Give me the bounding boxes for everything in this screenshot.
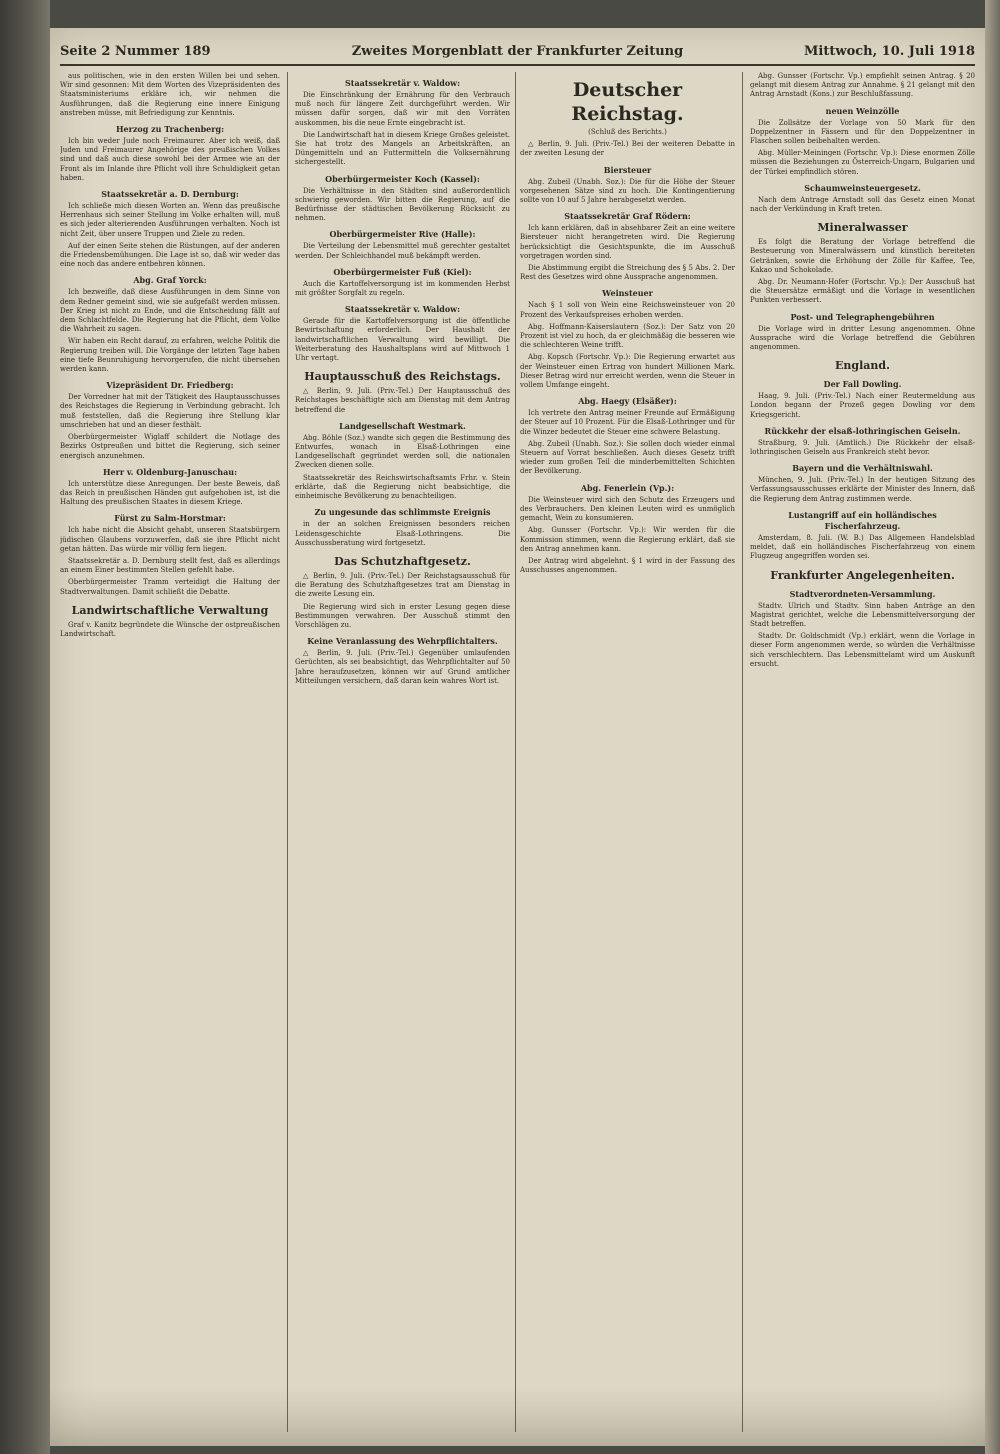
article-paragraph: Die Landwirtschaft hat in diesem Kriege Großes geleistet. Sie hat trotz des Mangels an Arbeitskräften, an Düngemitteln und an Futtermitteln die Volksernährung sichergestellt.	[295, 130, 510, 167]
main-headline: Deutscher Reichstag.	[571, 79, 684, 125]
article-paragraph: Ich habe nicht die Absicht gehabt, unseren Staatsbürgern jüdischen Glaubens vorzuwerfen, daß sie ihre Pflicht nicht getan hätten. Das würde mir völlig fern liegen.	[60, 526, 280, 553]
article-heading: Mineralwasser	[817, 221, 908, 235]
section-heading: Staatssekretär v. Waldow:	[344, 78, 461, 88]
article-paragraph: Oberbürgermeister Wiglaff schildert die Notlage des Bezirks Ostpreußen und bittet die Regierung, sich seiner energisch anzunehmen.	[60, 433, 280, 460]
article-paragraph: Abg. Böhle (Soz.) wandte sich gegen die Bestimmung des Entwurfes, wonach in Elsaß-Lothringen eine Landgesellschaft gegründet werden soll, die nationalen Zwecken dienen solle.	[295, 433, 510, 470]
article-heading: Hauptausschuß des Reichstags.	[304, 370, 501, 384]
article-paragraph: Abg. Kopsch (Fortschr. Vp.): Die Regierung erwartet aus der Weinsteuer einen Ertrag von hundert Millionen Mark. Dieser Betrag wird nur erreicht werden, wenn die Steuer in vollem Umfange eingeht.	[520, 353, 735, 390]
page-edge-left	[0, 0, 50, 1454]
section-heading: Der Fall Dowling.	[823, 379, 902, 390]
section-heading: Lustangriff auf ein holländisches Fischerfahrzeug.	[788, 509, 937, 531]
article-paragraph: △ Berlin, 9. Juli. (Priv.-Tel.) Der Hauptausschuß des Reichstages beschäftigte sich am Dienstag mit dem Antrag betreffend die	[295, 387, 510, 414]
column-1	[60, 72, 280, 1432]
article-paragraph: Die Regierung wird sich in erster Lesung gegen diese Bestimmungen verwahren. Der Ausschuß stimmt den Vorschlägen zu.	[295, 602, 510, 629]
page-number: Seite 2 Nummer 189	[60, 44, 211, 59]
article-paragraph: Graf v. Kanitz begründete die Wünsche der ostpreußischen Landwirtschaft.	[60, 620, 280, 638]
section-heading: Staatssekretär Graf Rödern:	[564, 211, 691, 222]
article-paragraph: Wir haben ein Recht darauf, zu erfahren, welche Politik die Regierung treiben will. Die Vorgänge der letzten Tage haben eine tiefe Beunruhigung hervorgerufen, die nicht übersehen werden kann.	[60, 337, 280, 374]
article-paragraph: △ Berlin, 9. Juli. (Priv.-Tel.) Gegenüber umlaufenden Gerüchten, als sei beabsichtigt, das Wehrpflichtalter auf 50 Jahre heraufzusetzen, können wir auf Grund amtlicher Mitteilungen versichern, daß daran kein wahres Wort ist.	[295, 649, 510, 685]
section-heading: Herr v. Oldenburg-Januschau:	[102, 466, 238, 477]
section-heading: Post- und Telegraphengebühren	[790, 311, 935, 322]
article-heading: Frankfurter Angelegenheiten.	[770, 568, 955, 582]
article-paragraph: Abg. Gunsser (Fortschr. Vp.): Wir werden für die Kommission stimmen, wenn die Regierung erklärt, daß sie den Antrag annehmen kann.	[520, 526, 735, 553]
article-paragraph: Stadtv. Dr. Goldschmidt (Vp.) erklärt, wenn die Vorlage in dieser Form angenommen werde, so würden die Verhältnisse sich verschlechtern. Das Lebensmittelamt wird um Auskunft ersucht.	[750, 632, 975, 668]
article-paragraph: in der an solchen Ereignissen besonders reichen Leidensgeschichte Elsaß-Lothringens. Die Ausschussberatung wird fortgesetzt.	[295, 520, 510, 547]
article-paragraph: Staatssekretär des Reichswirtschaftsamts Frhr. v. Stein erklärte, daß die Regierung nicht beabsichtige, die einheimische Bevölkerung zu benachteiligen.	[295, 473, 510, 501]
article-heading: Das Schutzhaftgesetz.	[334, 554, 471, 568]
article-paragraph: Der Vorredner hat mit der Tätigkeit des Hauptausschusses des Reichstages die Regierung in Verbindung gebracht. Ich muß feststellen, daß die Regierung ihre Stellung klar umschrieben hat und an dieser festhält.	[60, 393, 280, 429]
section-heading: Staatssekretär a. D. Dernburg:	[101, 189, 239, 200]
article-paragraph: Die Weinsteuer wird sich den Schutz des Erzeugers und des Verbrauchers. Den kleinen Leuten wird es unmöglich gemacht, Wein zu konsumieren.	[520, 495, 735, 523]
page-shading	[50, 1386, 985, 1446]
section-heading: Weinsteuer	[602, 288, 653, 299]
section-heading: Rückkehr der elsaß-lothringischen Geiseln.	[764, 425, 961, 436]
section-heading: Vizepräsident Dr. Friedberg:	[106, 380, 234, 391]
section-heading: Oberbürgermeister Rive (Halle):	[329, 229, 476, 240]
article-paragraph: Es folgt die Beratung der Vorlage betreffend die Besteuerung von Mineralwässern und künstlich bereiteten Getränken, sowie die Erhöhung der Zölle für Kaffee, Tee, Kakao und Schokolade.	[750, 238, 975, 274]
article-paragraph: Die Vorlage wird in dritter Lesung angenommen. Ohne Aussprache wird die Vorlage betreffend die Gebühren angenommen.	[750, 324, 975, 352]
article-paragraph: Ich vertrete den Antrag meiner Freunde auf Ermäßigung der Steuer auf 10 Prozent. Für die Elsaß-Lothringer und für die Winzer bedeutet die Steuer eine schwere Belastung.	[520, 409, 735, 436]
section-heading: Stadtverordneten-Versammlung.	[789, 588, 936, 599]
article-paragraph: Abg. Zubeil (Unabh. Soz.): Sie sollen doch wieder einmal Steuern auf Vorrat beschließen. Auch dieses Gesetz trifft wieder zum großen Teil die minderbemittelten Schichten der Bevölkerung.	[520, 439, 735, 476]
article-paragraph: Abg. Hoffmann-Kaiserslautern (Soz.): Der Satz von 20 Prozent ist viel zu hoch, da er gleichmäßig die besseren wie die schlechteren Weine trifft.	[520, 322, 735, 350]
section-heading: Schaumweinsteuergesetz.	[804, 182, 921, 193]
article-heading: Landwirtschaftliche Verwaltung	[71, 603, 269, 617]
article-paragraph: Abg. Müller-Meiningen (Fortschr. Vp.): Diese enormen Zölle müssen die Beziehungen zu Österreich-Ungarn, Bulgarien und der Türkei empfindlich stören.	[750, 149, 975, 176]
article-paragraph: △ Berlin, 9. Juli. (Priv.-Tel.) Bei der weiteren Debatte in der zweiten Lesung der	[520, 140, 735, 158]
column-rule	[515, 72, 516, 1432]
article-paragraph: Oberbürgermeister Tramm verteidigt die Haltung der Stadtverwaltungen. Damit schließt die Debatte.	[60, 578, 280, 596]
article-paragraph: Nach § 1 soll von Wein eine Reichsweinsteuer von 20 Prozent des Verkaufspreises erhoben werden.	[520, 301, 735, 319]
article-paragraph: Abg. Gunsser (Fortschr. Vp.) empfiehlt seinen Antrag. § 20 gelangt mit diesem Antrag zur Annahme. § 21 gelangt mit den Antrag Arnstadt (Kons.) zur Beschlußfassung.	[750, 72, 975, 99]
article-paragraph: Ich schließe mich diesen Worten an. Wenn das preußische Herrenhaus sich seiner Stellung im Volke erhalten will, muß es sich jeder alterierenden Ausführungen verhalten. Noch ist nicht Zeit, über unsere Truppen und Ziele zu reden.	[60, 202, 280, 238]
article-paragraph: Staatssekretär a. D. Dernburg stellt fest, daß es allerdings an einem Einer bestimmten Stellen gefehlt habe.	[60, 556, 280, 575]
section-heading: Herzog zu Trachenberg:	[115, 124, 225, 135]
article-paragraph: Ich kann erklären, daß in absehbarer Zeit an eine weitere Biersteuer nicht herangetreten wird. Die Regierung berücksichtigt die Gesichtspunkte, die im Ausschuß vorgetragen worden sind.	[520, 224, 735, 260]
section-heading: Oberbürgermeister Fuß (Kiel):	[333, 266, 472, 277]
section-heading: Keine Veranlassung des Wehrpflichtalters.	[307, 636, 498, 647]
article-paragraph: aus politischen, wie in den ersten Willen bei und sehen. Wir sind gesonnen: Mit dem Worten des Vizepräsidenten des Staatsministeriums erkläre ich, wir nehmen die Ausführungen, daß die Regierung eine innere Einigung anstreben müsse, mit Befriedigung zur Kenntnis.	[60, 72, 280, 117]
article-paragraph: Ich unterstütze diese Anregungen. Der beste Beweis, daß das Reich in preußischen Händen gut aufgehoben ist, ist die Haltung des preußischen Staates in diesem Kriege.	[60, 479, 280, 507]
section-heading: Fürst zu Salm-Horstmar:	[114, 513, 226, 524]
article-paragraph: Die Verteilung der Lebensmittel muß gerechter gestaltet werden. Der Schleichhandel muß bekämpft werden.	[295, 242, 510, 260]
article-paragraph: Ich bin weder Jude noch Freimaurer. Aber ich weiß, daß Juden und Freimaurer Angehörige des preußischen Volkes sind und daß auch diese sowohl bei der Armee wie an der Front als im Inlande ihre Pflicht voll ihre Schuldigkeit getan haben.	[60, 137, 280, 182]
newspaper-title: Zweites Morgenblatt der Frankfurter Zeitung	[351, 44, 684, 59]
article-paragraph: Auf der einen Seite stehen die Rüstungen, auf der anderen die Friedensbemühungen. Die Lage ist so, daß wir weder das eine noch das andere entbehren können.	[60, 241, 280, 269]
section-heading: Zu ungesunde das schlimmste Ereignis	[314, 507, 491, 518]
section-heading: Oberbürgermeister Koch (Kassel):	[325, 173, 480, 184]
article-paragraph: Amsterdam, 8. Juli. (W. B.) Das Allgemeen Handelsblad meldet, daß ein holländisches Fischerfahrzeug von einem Flugzeug angegriffen worden sei.	[750, 533, 975, 561]
article-paragraph: Auch die Kartoffelversorgung ist im kommenden Herbst mit größter Sorgfalt zu regeln.	[295, 279, 510, 298]
article-paragraph: △ Berlin, 9. Juli. (Priv.-Tel.) Der Reichstagsausschuß für die Beratung des Schutzhaftgesetzes trat am Dienstag in die zweite Lesung ein.	[295, 571, 510, 599]
subheading: (Schluß des Berichts.)	[588, 128, 667, 136]
article-paragraph: Die Zollsätze der Vorlage von 50 Mark für den Doppelzentner in Fässern und für den Doppelzentner in Flaschen sollen beibehalten werden.	[750, 118, 975, 146]
article-paragraph: Ich bezweifle, daß diese Ausführungen in dem Sinne von dem Redner gemeint sind, wie sie aufgefaßt werden müssen. Der Krieg ist nicht zu Ende, und die Entscheidung fällt auf dem Schlachtfelde. Die Regierung hat die Pflicht, dem Volke die Wahrheit zu sagen.	[60, 288, 280, 334]
article-paragraph: Die Abstimmung ergibt die Streichung des § 5 Abs. 2. Der Rest des Gesetzes wird ohne Aussprache angenommen.	[520, 264, 735, 282]
newspaper-page	[50, 28, 985, 1446]
article-paragraph: Die Einschränkung der Ernährung für den Verbrauch muß noch für längere Zeit durchgeführt werden. Wir müssen dafür sorgen, daß wir mit den Vorräten auskommen, bis die neue Ernte eingebracht ist.	[295, 91, 510, 127]
section-heading: neuen Weinzölle	[825, 105, 900, 116]
article-paragraph: Haag, 9. Juli. (Priv.-Tel.) Nach einer Reutermeldung aus London begann der Prozeß gegen Dowling vor dem Kriegsgericht.	[750, 392, 975, 419]
section-heading: Abg. Graf Yorck:	[133, 275, 207, 286]
article-paragraph: Gerade für die Kartoffelversorgung ist die öffentliche Bewirtschaftung erforderlich. Der Haushalt der landwirtschaftlichen Verwaltung wird bewilligt. Die Weiterberatung des Haushaltsplans wird auf Mittwoch 1 Uhr vertagt.	[295, 317, 510, 363]
article-paragraph: Die Verhältnisse in den Städten sind außerordentlich schwierig geworden. Wir bitten die Regierung, auf die Bedürfnisse der städtischen Bevölkerung Rücksicht zu nehmen.	[295, 186, 510, 223]
article-paragraph: Straßburg, 9. Juli. (Amtlich.) Die Rückkehr der elsaß-lothringischen Geiseln aus Frankreich steht bevor.	[750, 438, 975, 457]
article-paragraph: Nach dem Antrage Arnstadt soll das Gesetz einen Monat nach der Verkündung in Kraft treten.	[750, 195, 975, 214]
article-paragraph: Der Antrag wird abgelehnt. § 1 wird in der Fassung des Ausschusses angenommen.	[520, 556, 735, 575]
article-paragraph: Stadtv. Ulrich und Stadtv. Sinn haben Anträge an den Magistrat gerichtet, welche die Lebensmittelversorgung der Stadt betreffen.	[750, 601, 975, 628]
section-heading: Abg. Fenerlein (Vp.):	[580, 482, 675, 493]
article-paragraph: Abg. Dr. Neumann-Hofer (Fortschr. Vp.): Der Ausschuß hat die Steuersätze ermäßigt und die Vorlage in wesentlichen Punkten verbessert.	[750, 278, 975, 305]
column-2	[295, 72, 510, 1432]
section-heading: Biersteuer	[603, 164, 652, 175]
column-rule	[742, 72, 743, 1432]
section-heading: Staatssekretär v. Waldow:	[344, 304, 461, 315]
section-heading: Abg. Haegy (Elsäßer):	[578, 396, 677, 407]
section-heading: Bayern und die Verhältniswahl.	[792, 463, 933, 474]
column-4	[750, 72, 975, 1432]
column-3	[520, 72, 735, 1432]
article-paragraph: Abg. Zubeil (Unabh. Soz.): Die für die Höhe der Steuer vorgesehenen Sätze sind zu hoch. Die Kontingentierung sollte von 10 auf 5 Jahre herabgesetzt werden.	[520, 177, 735, 205]
masthead	[60, 42, 975, 66]
article-paragraph: München, 9. Juli. (Priv.-Tel.) In der heutigen Sitzung des Verfassungsausschusses erklärte der Minister des Innern, daß die Regierung dem Antrag zustimmen werde.	[750, 476, 975, 503]
article-heading: England.	[835, 359, 890, 373]
column-rule	[287, 72, 288, 1432]
page-edge-right	[985, 0, 1000, 1454]
section-heading: Landgesellschaft Westmark.	[339, 420, 466, 431]
issue-date: Mittwoch, 10. Juli 1918	[804, 44, 975, 59]
